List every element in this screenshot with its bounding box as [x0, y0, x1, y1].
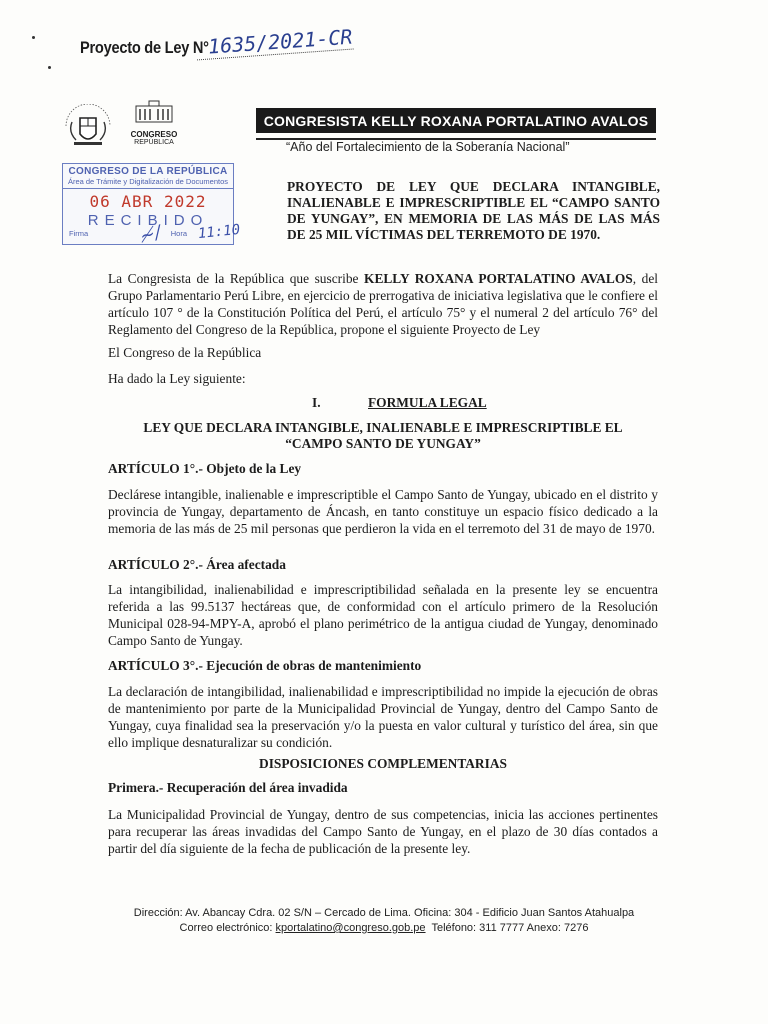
law-title-line1: LEY QUE DECLARA INTANGIBLE, INALIENABLE E IMPRESCRIPTIBLE EL — [143, 420, 623, 435]
congreso-logo-name: CONGRESO — [130, 130, 178, 139]
disposiciones-heading: DISPOSICIONES COMPLEMENTARIAS — [259, 756, 507, 771]
bill-title: PROYECTO DE LEY QUE DECLARA INTANGIBLE, INALIENABLE E IMPRESCRIPTIBLE EL “CAMPO SANTO DE YUNGAY”, EN MEMORIA DE LAS MÁS DE LAS MÁS DE 25 MIL VÍCTIMAS DEL TERREMOTO DE 1970. — [287, 179, 660, 242]
article-3-heading: ARTÍCULO 3°.- Ejecución de obras de mantenimiento — [108, 658, 422, 673]
intro-paragraph — [108, 270, 658, 338]
year-motto: “Año del Fortalecimiento de la Soberanía Nacional” — [286, 140, 570, 154]
page-footer — [0, 906, 768, 936]
article-2-text: La intangibilidad, inalienabilidad e imprescriptibilidad señalada en la presente ley se encuentra referida a las 99.5137 hectáreas que, de conformidad con el artículo primero de la Resolución Municipal 028-94-MPY-A, aprobó el plano perimétrico de la antigua ciudad de Yungay, denominado Campo Santo de Yungay. — [108, 582, 658, 648]
article-1-heading: ARTÍCULO 1°.- Objeto de la Ley — [108, 461, 302, 476]
intro-post: , del Grupo Parlamentario Perú Libre, en ejercicio de prerrogativa de iniciativa legislativa que le confiere el artículo 107 ° de la Constitución Política del Perú, el artículo 75° y el numeral 2 del artículo 76° del Reglamento del Congreso de la República, propone el siguiente Proyecto de Ley — [108, 271, 658, 337]
primera-heading: Primera.- Recuperación del área invadida — [108, 780, 348, 795]
intro-name: KELLY ROXANA PORTALATINO AVALOS — [364, 271, 633, 286]
footer-phone: Teléfono: 311 7777 Anexo: 7276 — [425, 922, 589, 934]
scan-speck — [32, 36, 35, 39]
stamp-hora-label: Hora — [170, 229, 187, 238]
section-title: FORMULA LEGAL — [368, 395, 487, 410]
stamp-firma-label: Firma — [69, 229, 89, 238]
section-number: I. — [312, 395, 321, 410]
scan-speck — [48, 66, 51, 69]
article-2-heading: ARTÍCULO 2°.- Área afectada — [108, 557, 286, 572]
law-title-line2: “CAMPO SANTO DE YUNGAY” — [285, 436, 481, 451]
congreso-logo — [126, 100, 182, 152]
primera-text: La Municipalidad Provincial de Yungay, dentro de sus competencias, inicia las acciones pertinentes para recuperar las áreas invadidas del Campo Santo de Yungay, en el plazo de 30 días contados a partir del día siguiente de la fecha de publicación de la presente ley. — [108, 807, 658, 856]
stamp-received-label: RECIBIDO — [87, 212, 209, 229]
peru-coat-of-arms-icon — [58, 104, 118, 154]
congreso-building-icon — [134, 100, 174, 124]
stamp-divider — [63, 188, 233, 189]
proyecto-number-handwritten: 1635/2021-CR — [195, 25, 353, 61]
stamp-date: 06 ABR 2022 — [89, 192, 207, 211]
footer-email-link[interactable]: kportalatino@congreso.gob.pe — [275, 922, 426, 934]
footer-address: Dirección: Av. Abancay Cdra. 02 S/N – Cercado de Lima. Oficina: 304 - Edificio Juan Santos Atahualpa — [133, 907, 635, 919]
intro-pre: La Congresista de la República que suscribe — [108, 271, 365, 286]
footer-contact — [0, 921, 768, 936]
footer-email-label: Correo electrónico: — [179, 922, 276, 934]
ha-dado-line: Ha dado la Ley siguiente: — [108, 371, 246, 386]
congreso-line: El Congreso de la República — [108, 345, 262, 360]
congresista-banner: CONGRESISTA KELLY ROXANA PORTALATINO AVALOS — [256, 108, 656, 133]
stamp-area: Área de Trámite y Digitalización de Documentos — [67, 177, 229, 186]
stamp-signature: ≁∕ — [137, 221, 164, 248]
stamp-hora-value: 11:10 — [197, 221, 241, 243]
congreso-logo-sub: REPÚBLICA — [134, 139, 174, 146]
proyecto-de-ley-label: Proyecto de Ley N° — [80, 38, 209, 57]
article-3-text: La declaración de intangibilidad, inalienabilidad e imprescriptibilidad no impide la ejecución de obras de mantenimiento por parte de la Municipalidad Provincial de Yungay, dentro del Campo Santo de Yungay, cuya finalidad sea la preservación y/o la puesta en valor cultural y turístico del área, sin que ello implique desnaturalizar su condición. — [108, 684, 658, 750]
stamp-institution: CONGRESO DE LA REPÚBLICA — [68, 166, 228, 177]
article-1-text: Declárese intangible, inalienable e imprescriptible el Campo Santo de Yungay, ubicado en el distrito y provincia de Yungay, departamento de Áncash, en tanto constituye un espacio físico dedicado a la memoria de las más de 25 mil personas que perdieron la vida en el terremoto del 31 de mayo de 1970. — [108, 487, 658, 536]
